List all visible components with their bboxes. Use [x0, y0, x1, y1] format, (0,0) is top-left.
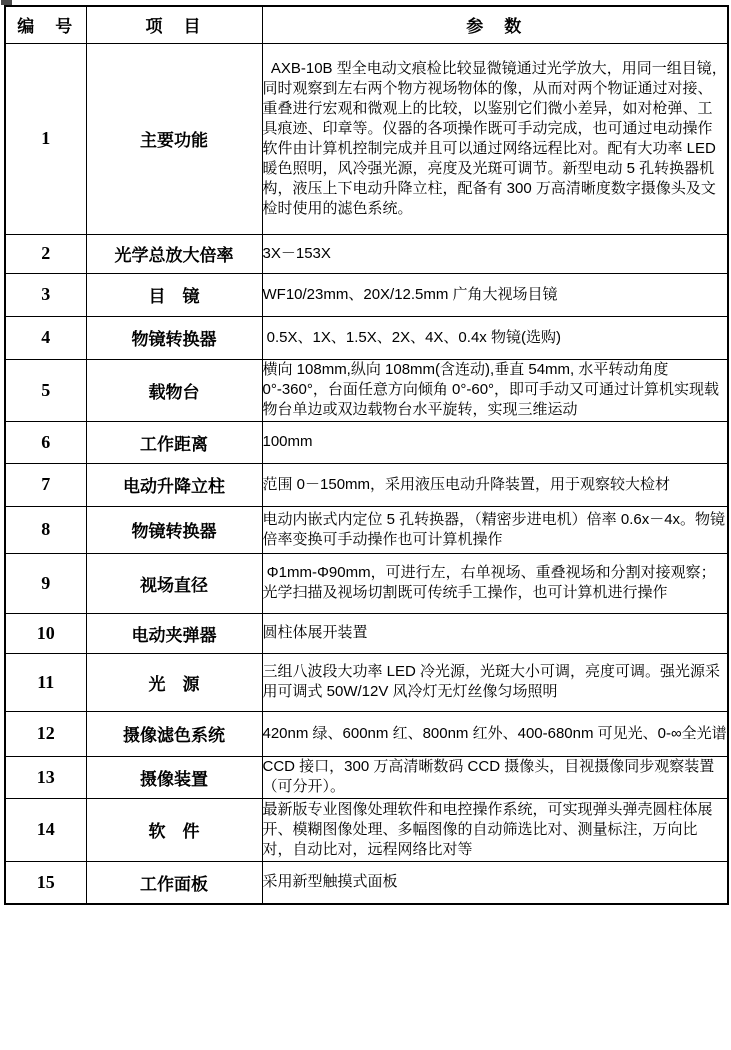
row-number-cell: 5	[5, 359, 86, 421]
item-cell: 主要功能	[86, 43, 262, 234]
param-cell: 范围 0－150mm，采用液压电动升降装置，用于观察较大检材	[262, 463, 728, 506]
row-number-cell: 4	[5, 316, 86, 359]
row-number-cell: 15	[5, 861, 86, 904]
param-cell: Φ1mm-Φ90mm，可进行左，右单视场、重叠视场和分割对接观察；光学扫描及视场切割既可传统手工操作，也可计算机进行操作	[262, 553, 728, 613]
param-cell: 3X－153X	[262, 234, 728, 273]
row-number-cell: 9	[5, 553, 86, 613]
header-parameter: 参 数	[262, 6, 728, 43]
item-cell: 电动升降立柱	[86, 463, 262, 506]
param-cell: 采用新型触摸式面板	[262, 861, 728, 904]
table-row	[5, 506, 728, 553]
row-number-cell: 1	[5, 43, 86, 234]
row-number-cell: 12	[5, 711, 86, 756]
table-row	[5, 43, 728, 234]
item-cell: 工作距离	[86, 421, 262, 463]
item-cell: 物镜转换器	[86, 506, 262, 553]
param-cell: 圆柱体展开装置	[262, 613, 728, 653]
specification-table	[4, 5, 729, 905]
item-cell: 光学总放大倍率	[86, 234, 262, 273]
item-cell: 载物台	[86, 359, 262, 421]
param-cell: 100mm	[262, 421, 728, 463]
param-cell: AXB-10B 型全电动文痕检比较显微镜通过光学放大，用同一组目镜，同时观察到左右两个物方视场物体的像，从而对两个物证通过对接、重叠进行宏观和微观上的比较，以鉴别它们微小差异，如对枪弹、工具痕迹、印章等。仪器的各项操作既可手动完成，也可通过电动操作软件由计算机控制完成并且可以通过网络远程比对。配有大功率 LED 暖色照明，风冷强光源，亮度及光斑可调节。新型电动 5 孔转换器机构，液压上下电动升降立柱，配备有 300 万高清晰度数字摄像头及文检时使用的滤色系统。	[262, 43, 728, 234]
row-number-cell: 6	[5, 421, 86, 463]
row-number-cell: 11	[5, 653, 86, 711]
row-number-cell: 7	[5, 463, 86, 506]
table-row	[5, 756, 728, 798]
param-cell: 三组八波段大功率 LED 冷光源，光斑大小可调，亮度可调。强光源采用可调式 50W/12V 风冷灯无灯丝像匀场照明	[262, 653, 728, 711]
row-number-cell: 13	[5, 756, 86, 798]
table-row	[5, 613, 728, 653]
table-row	[5, 273, 728, 316]
header-number: 编 号	[5, 6, 86, 43]
table-header-row	[5, 6, 728, 43]
item-cell: 摄像装置	[86, 756, 262, 798]
item-cell: 摄像滤色系统	[86, 711, 262, 756]
param-cell: 电动内嵌式内定位 5 孔转换器，（精密步进电机）倍率 0.6x－4x。物镜倍率变换可手动操作也可计算机操作	[262, 506, 728, 553]
item-cell: 光 源	[86, 653, 262, 711]
table-row	[5, 316, 728, 359]
row-number-cell: 10	[5, 613, 86, 653]
item-cell: 电动夹弹器	[86, 613, 262, 653]
row-number-cell: 8	[5, 506, 86, 553]
row-number-cell: 3	[5, 273, 86, 316]
header-item: 项 目	[86, 6, 262, 43]
item-cell: 工作面板	[86, 861, 262, 904]
item-cell: 物镜转换器	[86, 316, 262, 359]
table-row	[5, 359, 728, 421]
table-row	[5, 711, 728, 756]
table-row	[5, 421, 728, 463]
param-cell: WF10/23mm、20X/12.5mm 广角大视场目镜	[262, 273, 728, 316]
row-number-cell: 14	[5, 798, 86, 861]
param-cell: 420nm 绿、600nm 红、800nm 红外、400-680nm 可见光、0-∞全光谱	[262, 711, 728, 756]
row-number-cell: 2	[5, 234, 86, 273]
item-cell: 视场直径	[86, 553, 262, 613]
table-row	[5, 798, 728, 861]
table-row	[5, 653, 728, 711]
table-row	[5, 861, 728, 904]
table-row	[5, 463, 728, 506]
param-cell: 0.5X、1X、1.5X、2X、4X、0.4x 物镜(选购)	[262, 316, 728, 359]
item-cell: 目 镜	[86, 273, 262, 316]
table-row	[5, 234, 728, 273]
item-cell: 软 件	[86, 798, 262, 861]
param-cell: 横向 108mm,纵向 108mm(含连动),垂直 54mm, 水平转动角度 0°-360°，台面任意方向倾角 0°-60°，即可手动又可通过计算机实现载物台单边或双边载物台水平旋转，实现三维运动	[262, 359, 728, 421]
param-cell: CCD 接口，300 万高清晰数码 CCD 摄像头，目视摄像同步观察装置（可分开）。	[262, 756, 728, 798]
param-cell: 最新版专业图像处理软件和电控操作系统，可实现弹头弹壳圆柱体展开、模糊图像处理、多幅图像的自动筛选比对、测量标注，万向比对，自动比对，远程网络比对等	[262, 798, 728, 861]
table-row	[5, 553, 728, 613]
